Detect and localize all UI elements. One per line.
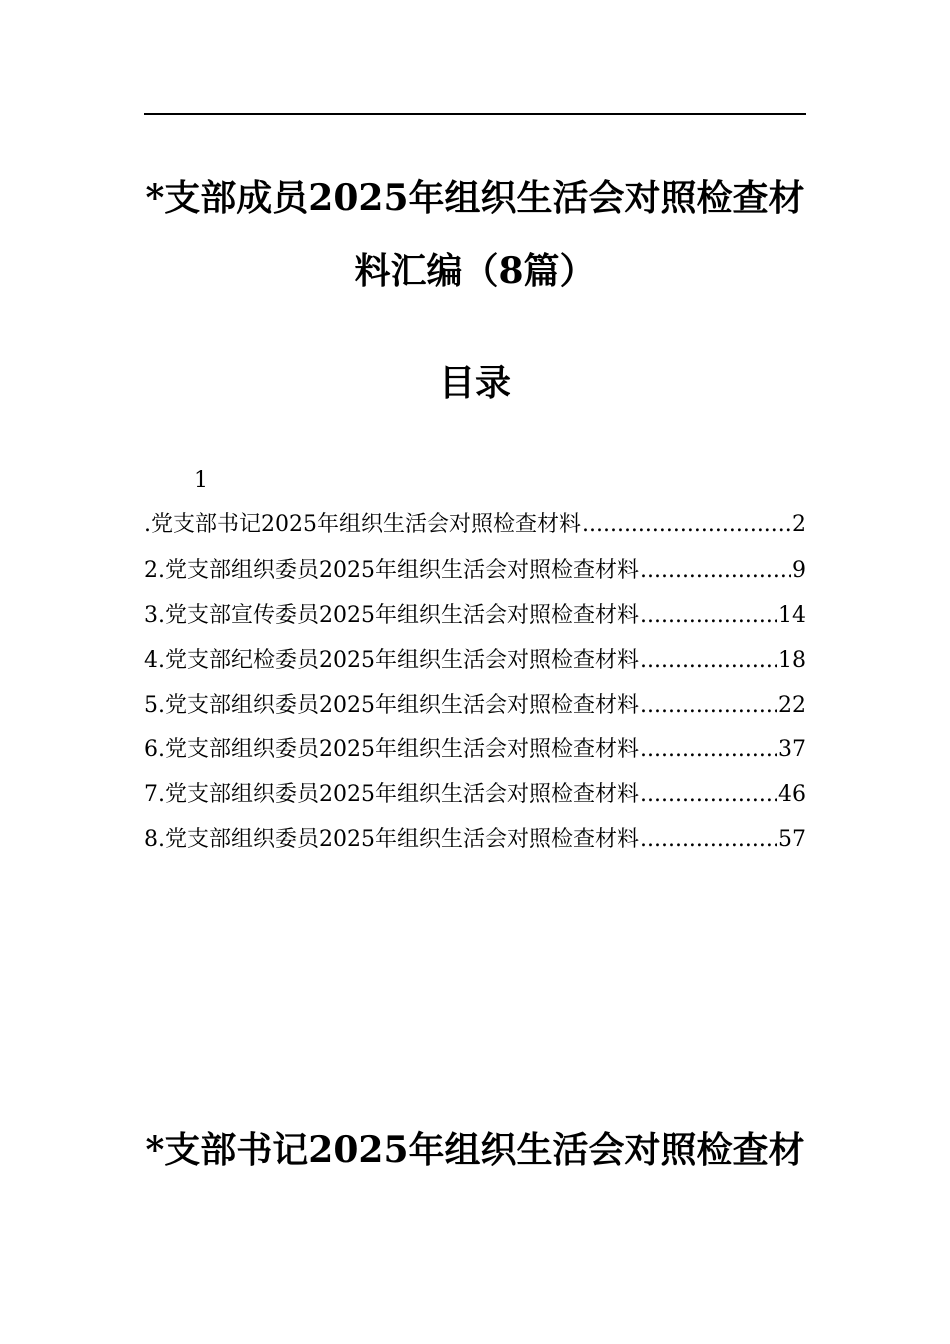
toc-entry[interactable] (144, 555, 806, 587)
toc-entry-page: 9 (792, 558, 806, 583)
toc-entry-label: 6.党支部组织委员2025年组织生活会对照检查材料 (144, 737, 639, 762)
document-title-line-2: 料汇编（8篇） (354, 250, 596, 292)
next-section-title: *支部书记2025年组织生活会对照检查材 (145, 1129, 805, 1171)
toc-entry-label: 8.党支部组织委员2025年组织生活会对照检查材料 (144, 827, 639, 852)
toc-entry-page: 2 (792, 512, 806, 537)
toc-leader-dots (640, 690, 777, 722)
toc-entry-page: 46 (778, 782, 806, 807)
toc-entry-label: 7.党支部组织委员2025年组织生活会对照检查材料 (144, 782, 639, 807)
toc-entry-page: 57 (778, 827, 806, 852)
toc-leader-dots (582, 509, 791, 541)
toc-entry-page: 37 (778, 737, 806, 762)
toc-leader-dots (640, 600, 777, 632)
toc-leader-dots (640, 779, 777, 811)
document-title-line-1: *支部成员2025年组织生活会对照检查材 (145, 177, 805, 219)
toc-leader-dots (640, 645, 777, 677)
toc-entry[interactable] (144, 824, 806, 856)
toc-entry-label: 3.党支部宣传委员2025年组织生活会对照检查材料 (144, 603, 639, 628)
toc-entry-label: 5.党支部组织委员2025年组织生活会对照检查材料 (144, 693, 639, 718)
toc-leader-dots (640, 734, 777, 766)
toc-heading: 目录 (438, 362, 511, 404)
toc-entry[interactable] (144, 779, 806, 811)
toc-leader-dots (640, 555, 791, 587)
toc-entry-page: 18 (778, 648, 806, 673)
toc-leader-dots (640, 824, 777, 856)
toc-entry-label: .党支部书记2025年组织生活会对照检查材料 (144, 512, 581, 537)
header-rule (144, 113, 806, 115)
toc-entry-page: 22 (778, 693, 806, 718)
toc-entry-label: 2.党支部组织委员2025年组织生活会对照检查材料 (144, 558, 639, 583)
toc-entry[interactable] (144, 645, 806, 677)
toc-orphan-number: 1 (194, 468, 208, 493)
toc-entry[interactable] (144, 600, 806, 632)
toc-entry-label: 4.党支部纪检委员2025年组织生活会对照检查材料 (144, 648, 639, 673)
toc-entry[interactable] (144, 690, 806, 722)
toc-entry[interactable] (144, 509, 806, 541)
toc-entry-page: 14 (778, 603, 806, 628)
toc-entry[interactable] (144, 734, 806, 766)
